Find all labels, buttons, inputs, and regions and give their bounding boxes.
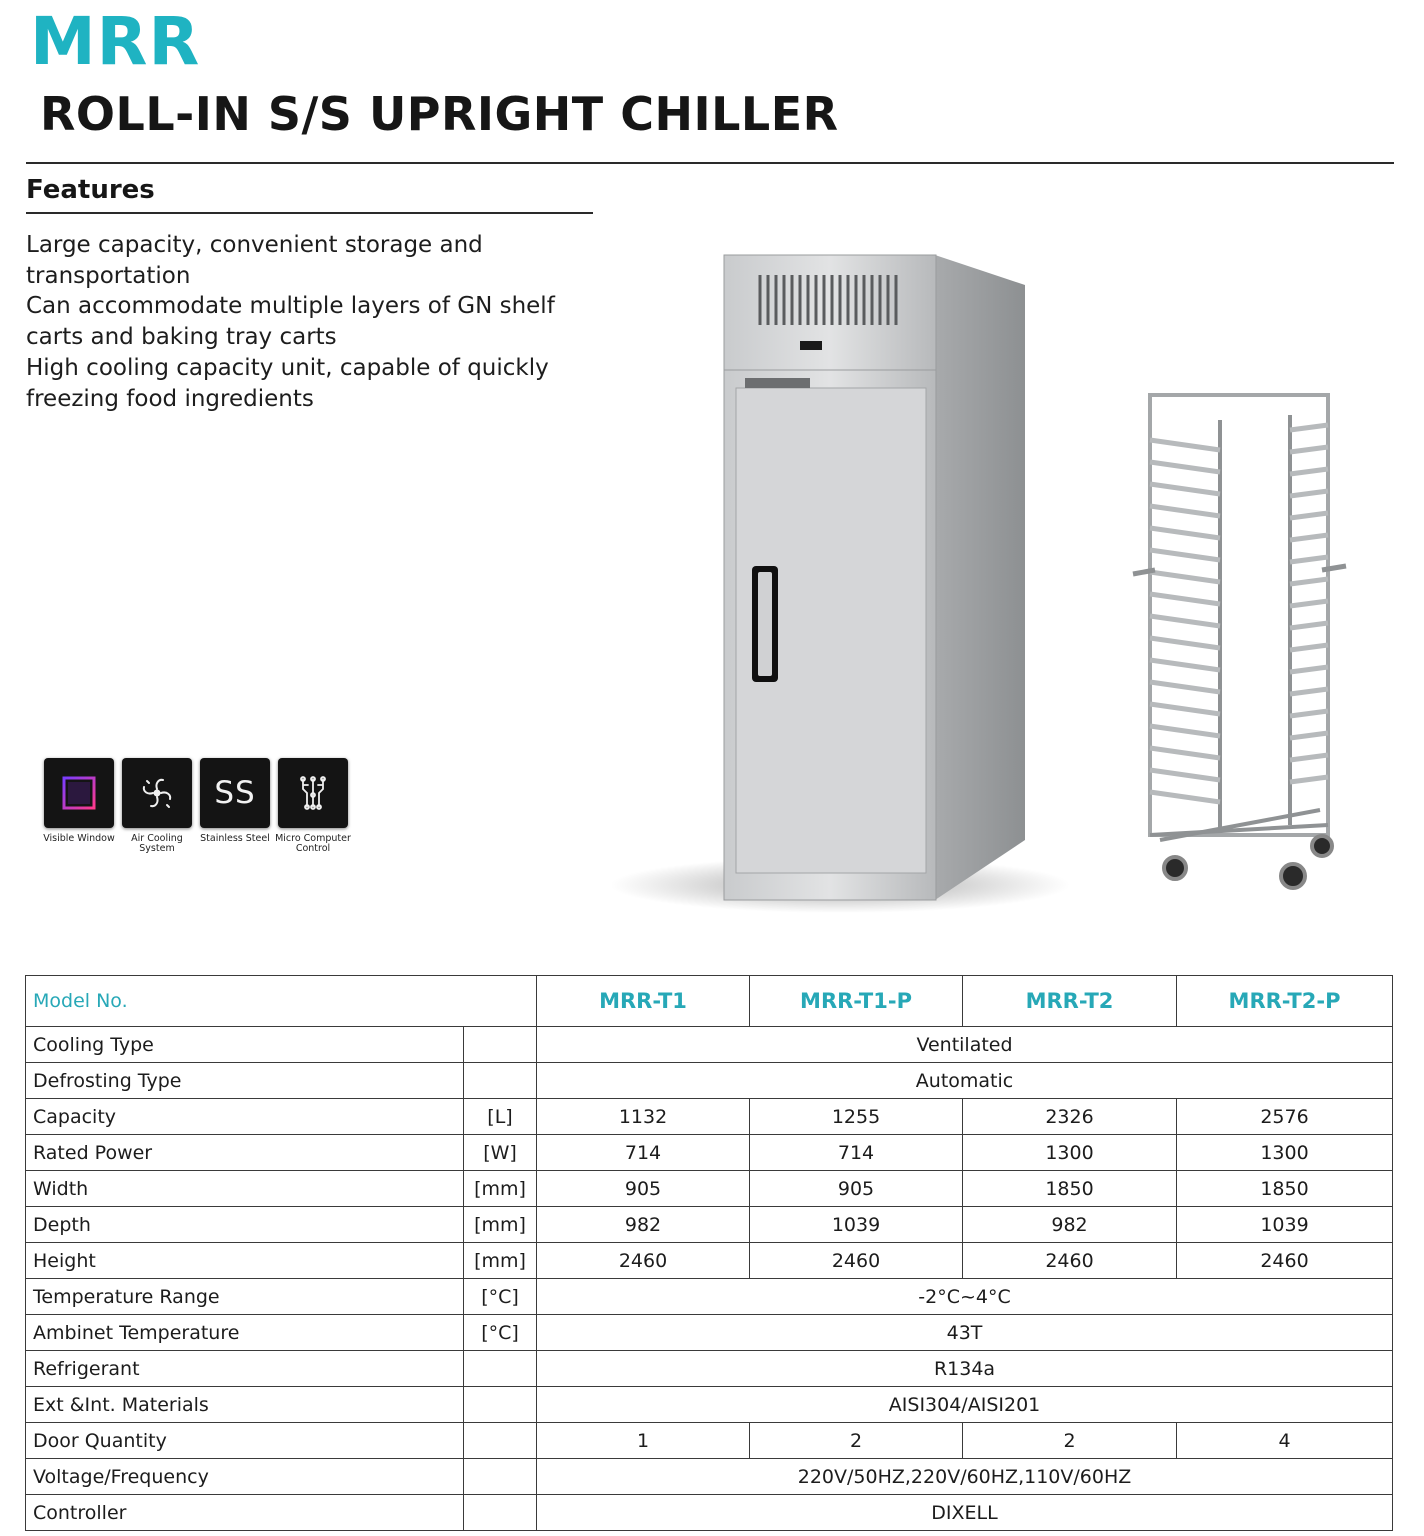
row-value: 2 bbox=[963, 1423, 1177, 1459]
row-value: 2326 bbox=[963, 1099, 1177, 1135]
tray-cart bbox=[1133, 395, 1346, 888]
table-row bbox=[26, 1351, 1393, 1387]
row-value: 1255 bbox=[750, 1099, 963, 1135]
row-value: 1132 bbox=[537, 1099, 750, 1135]
row-value: 2460 bbox=[1177, 1243, 1393, 1279]
table-row bbox=[26, 1135, 1393, 1171]
row-unit bbox=[464, 1495, 537, 1531]
row-value: R134a bbox=[537, 1351, 1393, 1387]
row-value: AISI304/AISI201 bbox=[537, 1387, 1393, 1423]
features-divider bbox=[26, 212, 593, 214]
row-unit bbox=[464, 1459, 537, 1495]
icon-label: Micro Computer Control bbox=[275, 833, 351, 854]
row-value: 1039 bbox=[750, 1207, 963, 1243]
row-label: Ambinet Temperature bbox=[26, 1315, 464, 1351]
model-header: MRR-T1-P bbox=[750, 976, 963, 1027]
row-label: Ext &Int. Materials bbox=[26, 1387, 464, 1423]
row-unit bbox=[464, 1063, 537, 1099]
feature-icons bbox=[44, 758, 348, 828]
row-value: 982 bbox=[537, 1207, 750, 1243]
icon-label: Air Cooling System bbox=[131, 833, 183, 854]
table-row bbox=[26, 1315, 1393, 1351]
feature-line: Can accommodate multiple layers of GN shelf bbox=[26, 293, 555, 320]
table-row bbox=[26, 1207, 1393, 1243]
model-header: MRR-T1 bbox=[537, 976, 750, 1027]
row-label: Depth bbox=[26, 1207, 464, 1243]
table-row bbox=[26, 1495, 1393, 1531]
row-label: Defrosting Type bbox=[26, 1063, 464, 1099]
row-value: 714 bbox=[750, 1135, 963, 1171]
feature-icon-labels bbox=[40, 834, 352, 854]
row-unit: [°C] bbox=[464, 1279, 537, 1315]
row-value: 714 bbox=[537, 1135, 750, 1171]
row-label: Temperature Range bbox=[26, 1279, 464, 1315]
row-value: 220V/50HZ,220V/60HZ,110V/60HZ bbox=[537, 1459, 1393, 1495]
row-value: 1850 bbox=[1177, 1171, 1393, 1207]
visible-window-icon bbox=[44, 758, 114, 828]
row-value: 2 bbox=[750, 1423, 963, 1459]
spec-table bbox=[25, 975, 1393, 1531]
air-cooling-icon bbox=[122, 758, 192, 828]
chiller-cabinet bbox=[724, 255, 1025, 900]
product-title: ROLL-IN S/S UPRIGHT CHILLER bbox=[40, 87, 839, 141]
row-label: Width bbox=[26, 1171, 464, 1207]
table-row bbox=[26, 1459, 1393, 1495]
row-value: 1300 bbox=[963, 1135, 1177, 1171]
row-unit: [mm] bbox=[464, 1243, 537, 1279]
row-label: Height bbox=[26, 1243, 464, 1279]
row-value: 4 bbox=[1177, 1423, 1393, 1459]
title-divider bbox=[26, 162, 1394, 164]
row-unit: [W] bbox=[464, 1135, 537, 1171]
features-list bbox=[26, 230, 606, 414]
feature-line: freezing food ingredients bbox=[26, 385, 314, 412]
table-row bbox=[26, 1279, 1393, 1315]
row-label: Cooling Type bbox=[26, 1027, 464, 1063]
model-header: MRR-T2 bbox=[963, 976, 1177, 1027]
row-unit bbox=[464, 1027, 537, 1063]
row-unit: [mm] bbox=[464, 1207, 537, 1243]
table-row bbox=[26, 1243, 1393, 1279]
row-value: 982 bbox=[963, 1207, 1177, 1243]
feature-line: transportation bbox=[26, 262, 191, 289]
row-label: Controller bbox=[26, 1495, 464, 1531]
row-value: 43T bbox=[537, 1315, 1393, 1351]
row-value: -2°C~4°C bbox=[537, 1279, 1393, 1315]
row-value: 2460 bbox=[963, 1243, 1177, 1279]
feature-line: Large capacity, convenient storage and bbox=[26, 232, 483, 258]
row-label: Door Quantity bbox=[26, 1423, 464, 1459]
row-value: 1039 bbox=[1177, 1207, 1393, 1243]
table-row bbox=[26, 1099, 1393, 1135]
features-heading: Features bbox=[26, 175, 155, 205]
row-label: Capacity bbox=[26, 1099, 464, 1135]
row-value: 1 bbox=[537, 1423, 750, 1459]
row-unit: [°C] bbox=[464, 1315, 537, 1351]
stainless-steel-icon bbox=[200, 758, 270, 828]
row-value: 1300 bbox=[1177, 1135, 1393, 1171]
row-unit: [L] bbox=[464, 1099, 537, 1135]
feature-line: carts and baking tray carts bbox=[26, 324, 337, 351]
row-unit bbox=[464, 1351, 537, 1387]
icon-label: Stainless Steel bbox=[200, 833, 270, 844]
row-value: 905 bbox=[537, 1171, 750, 1207]
brand-name: MRR bbox=[30, 3, 201, 80]
icon-label: Visible Window bbox=[43, 833, 115, 844]
model-label: Model No. bbox=[26, 976, 537, 1027]
row-value: 2460 bbox=[537, 1243, 750, 1279]
table-row bbox=[26, 1063, 1393, 1099]
table-row bbox=[26, 1387, 1393, 1423]
table-row bbox=[26, 1423, 1393, 1459]
row-label: Voltage/Frequency bbox=[26, 1459, 464, 1495]
micro-computer-icon bbox=[278, 758, 348, 828]
table-row bbox=[26, 1027, 1393, 1063]
row-unit bbox=[464, 1387, 537, 1423]
feature-line: High cooling capacity unit, capable of quickly bbox=[26, 354, 549, 381]
row-value: DIXELL bbox=[537, 1495, 1393, 1531]
row-unit bbox=[464, 1423, 537, 1459]
row-value: 2576 bbox=[1177, 1099, 1393, 1135]
row-value: 1850 bbox=[963, 1171, 1177, 1207]
stainless-steel-glyph: SS bbox=[214, 775, 256, 811]
row-unit: [mm] bbox=[464, 1171, 537, 1207]
row-label: Refrigerant bbox=[26, 1351, 464, 1387]
row-value: Ventilated bbox=[537, 1027, 1393, 1063]
table-header-row bbox=[26, 976, 1393, 1027]
model-header: MRR-T2-P bbox=[1177, 976, 1393, 1027]
row-label: Rated Power bbox=[26, 1135, 464, 1171]
product-illustration bbox=[600, 240, 1380, 930]
row-value: Automatic bbox=[537, 1063, 1393, 1099]
table-row bbox=[26, 1171, 1393, 1207]
row-value: 2460 bbox=[750, 1243, 963, 1279]
row-value: 905 bbox=[750, 1171, 963, 1207]
